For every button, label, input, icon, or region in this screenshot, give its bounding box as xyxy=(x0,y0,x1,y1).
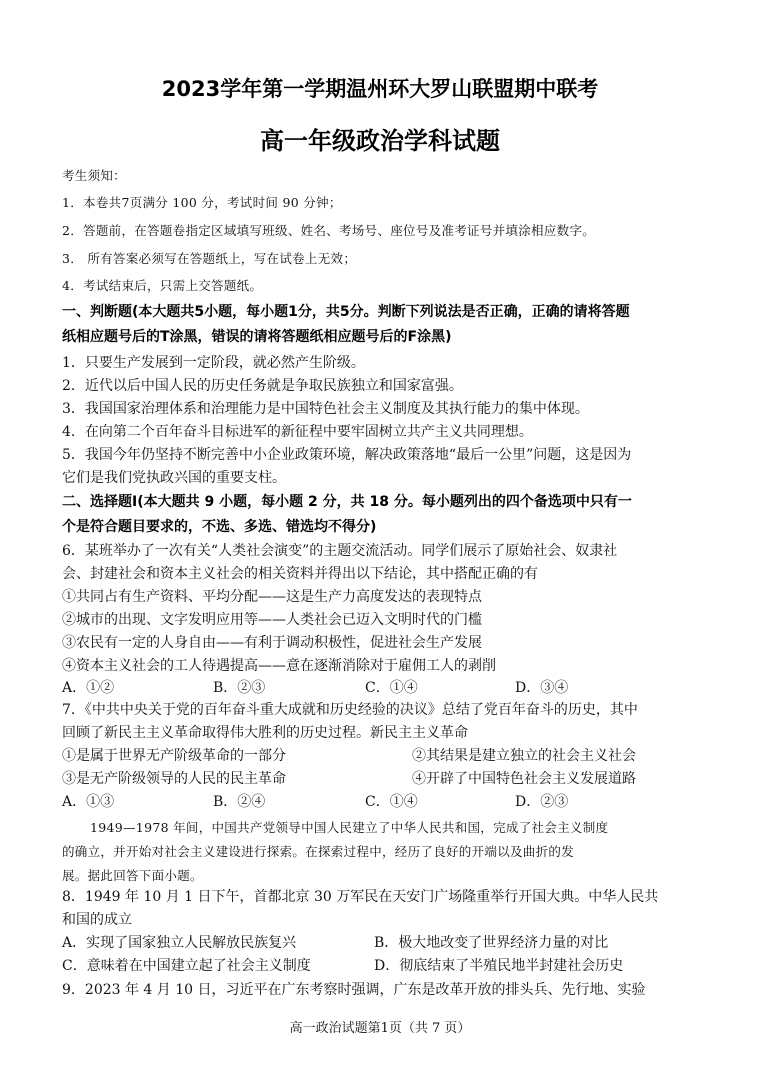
q6-statement-3: ③农民有一定的人身自由——有利于调动积极性，促进社会生产发展 xyxy=(62,635,482,651)
page-footer: 高一政治试题第1页（共 7 页） xyxy=(289,1021,471,1036)
q6-option-b: B．②③ xyxy=(213,680,266,696)
notice-item-2: 2．答题前，在答题卷指定区域填写班级、姓名、考场号、座位号及准考证号并填涂相应数字。 xyxy=(62,223,596,238)
q8-option-c: C．意味着在中国建立起了社会主义制度 xyxy=(62,958,311,974)
judge-item-5-cont: 它们是我们党执政兴国的重要支柱。 xyxy=(62,470,286,486)
q6-option-d: D．③④ xyxy=(515,680,569,696)
notice-heading: 考生须知： xyxy=(62,168,127,183)
q8-option-a: A．实现了国家独立人民解放民族复兴 xyxy=(62,935,297,951)
q7-statement-3: ③是无产阶级领导的人民的民主革命 xyxy=(62,771,286,787)
notice-item-4: 4．考试结束后，只需上交答题纸。 xyxy=(62,278,263,293)
q7-stem-line2: 回顾了新民主主义革命取得伟大胜利的历史过程。新民主主义革命 xyxy=(62,725,468,741)
q6-stem-line2: 会、封建社会和资本主义社会的相关资料并得出以下结论，其中搭配正确的有 xyxy=(62,566,538,582)
q8-option-b: B．极大地改变了世界经济力量的对比 xyxy=(374,935,609,951)
q7-option-d: D．②③ xyxy=(515,794,569,810)
q6-option-c: C．①④ xyxy=(365,680,418,696)
q7-option-a: A．①③ xyxy=(62,794,115,810)
section1-heading-line1: 一、判断题(本大题共5小题，每小题1分，共5分。判断下列说法是否正确，正确的请将答题 xyxy=(62,304,630,320)
judge-item-1: 1．只要生产发展到一定阶段，就必然产生阶级。 xyxy=(62,355,365,371)
q6-stem-line1: 6．某班举办了一次有关“人类社会演变”的主题交流活动。同学们展示了原始社会、奴隶社 xyxy=(62,543,618,559)
q8-option-d: D．彻底结束了半殖民地半封建社会历史 xyxy=(374,958,624,974)
q8-stem-line1: 8．1949 年 10 月 1 日下午，首都北京 30 万军民在天安门广场隆重举行开国大典。中华人民共 xyxy=(62,889,659,905)
q9-stem-line1: 9．2023 年 4 月 10 日，习近平在广东考察时强调，广东是改革开放的排头兵、先行地、实验 xyxy=(62,982,646,998)
judge-item-3: 3．我国国家治理体系和治理能力是中国特色社会主义制度及其执行能力的集中体现。 xyxy=(62,401,589,417)
section1-heading-line2: 纸相应题号后的T涂黑，错误的请将答题纸相应题号后的F涂黑) xyxy=(62,329,452,345)
judge-item-2: 2．近代以后中国人民的历史任务就是争取民族独立和国家富强。 xyxy=(62,378,463,394)
q7-option-c: C．①④ xyxy=(365,794,418,810)
q7-statement-1: ①是属于世界无产阶级革命的一部分 xyxy=(62,748,286,764)
q8-stem-line2: 和国的成立 xyxy=(62,912,132,928)
notice-item-3: 3． 所有答案必须写在答题纸上，写在试卷上无效； xyxy=(62,251,357,266)
q7-option-b: B．②④ xyxy=(213,794,266,810)
q7-stem-line1: 7．《中共中央关于党的百年奋斗重大成就和历史经验的决议》总结了党百年奋斗的历史，其中 xyxy=(62,702,638,718)
q6-statement-2: ②城市的出现、文字发明应用等——人类社会已迈入文明时代的门槛 xyxy=(62,612,482,628)
q6-statement-1: ①共同占有生产资料、平均分配——这是生产力高度发达的表现特点 xyxy=(62,589,482,605)
section2-heading-line2: 个是符合题目要求的，不选、多选、错选均不得分) xyxy=(62,519,377,535)
q6-statement-4: ④资本主义社会的工人待遇提高——意在逐渐消除对于雇佣工人的剥削 xyxy=(62,658,496,674)
judge-item-5: 5．我国今年仍坚持不断完善中小企业政策环境，解决政策落地“最后一公里”问题，这是因为 xyxy=(62,447,632,463)
section2-heading-line1: 二、选择题Ⅰ(本大题共 9 小题，每小题 2 分，共 18 分。每小题列出的四个备选项中只有一 xyxy=(62,494,632,510)
q7-statement-4: ④开辟了中国特色社会主义发展道路 xyxy=(412,771,636,787)
exam-subtitle: 高一年级政治学科试题 xyxy=(260,127,500,155)
material-line2: 的确立，并开始对社会主义建设进行探索。在探索过程中，经历了良好的开端以及曲折的发 xyxy=(62,844,575,859)
material-line3: 展。据此回答下面小题。 xyxy=(62,868,203,883)
exam-title: 2023学年第一学期温州环大罗山联盟期中联考 xyxy=(161,77,599,101)
q7-statement-2: ②其结果是建立独立的社会主义社会 xyxy=(412,748,636,764)
q6-option-a: A．①② xyxy=(62,680,115,696)
judge-item-4: 4．在向第二个百年奋斗目标进军的新征程中要牢固树立共产主义共同理想。 xyxy=(62,424,533,440)
notice-item-1: 1．本卷共7页满分 100 分，考试时间 90 分钟； xyxy=(62,195,342,210)
material-line1: 1949—1978 年间，中国共产党领导中国人民建立了中华人民共和国，完成了社会主义制度 xyxy=(90,820,609,835)
